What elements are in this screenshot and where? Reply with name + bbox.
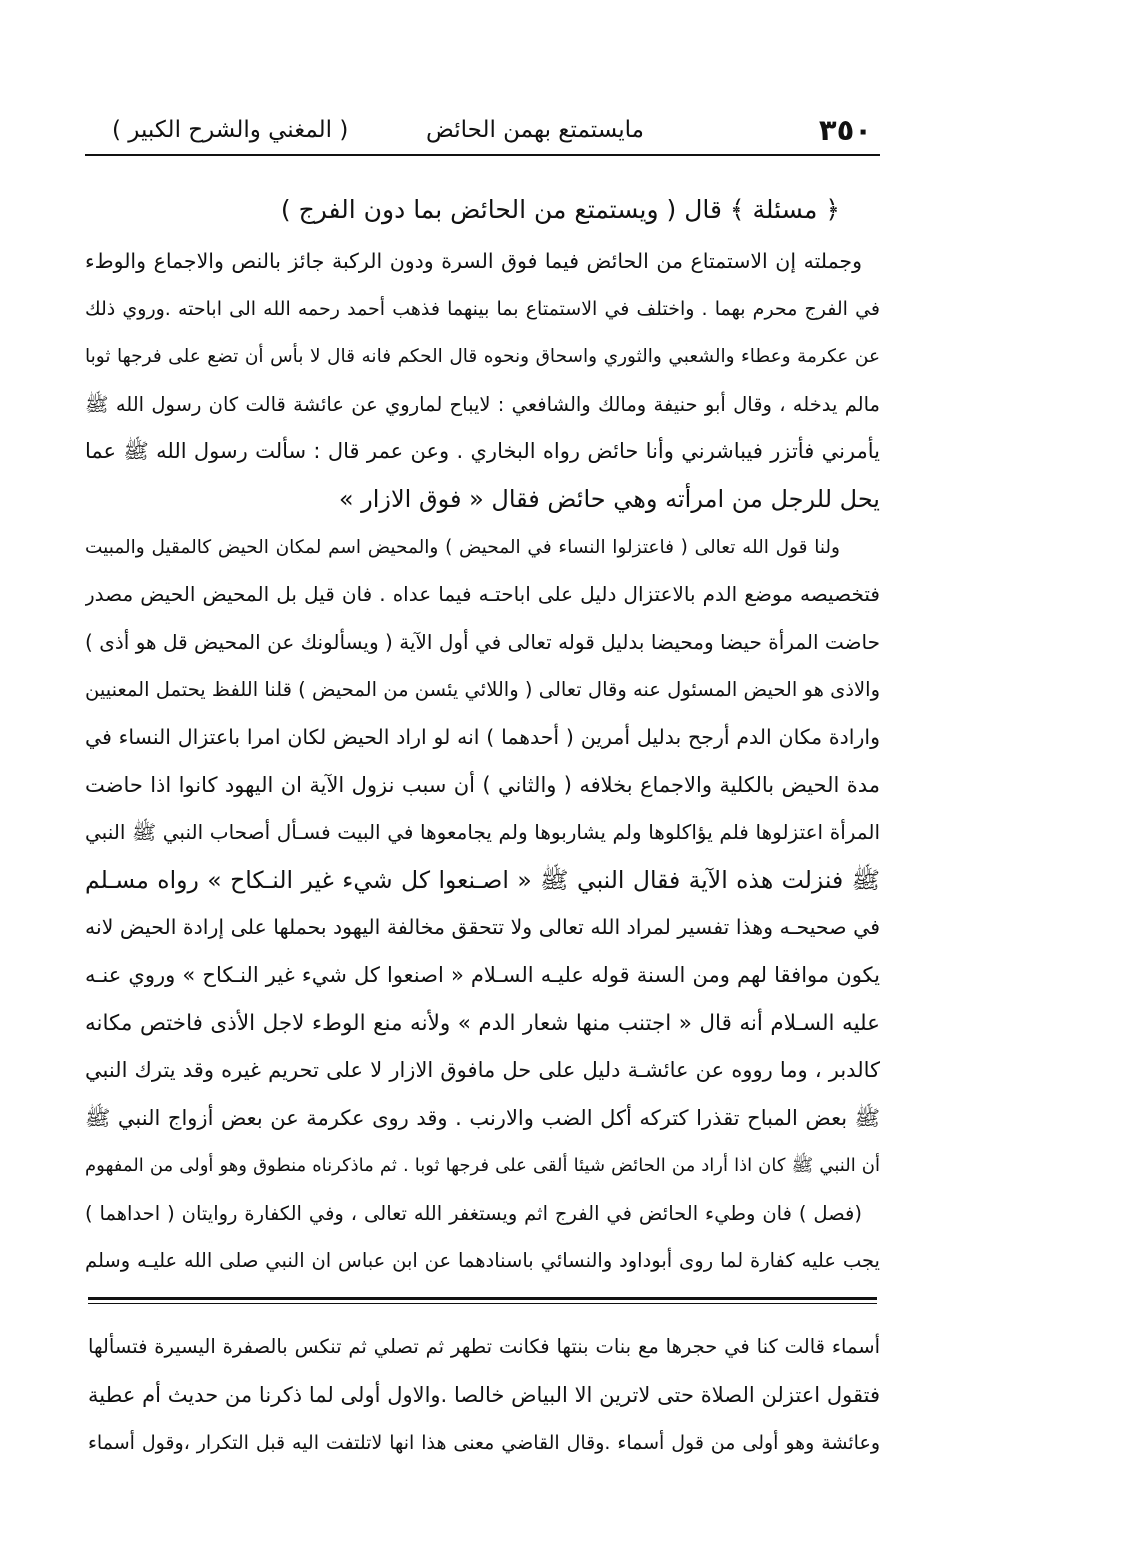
body-line: مدة الحيض بالكلية والاجماع بخلافه ( والثاني ) أن سبب نزول الآية ان اليهود كانوا اذا حاضت [85, 772, 880, 797]
body-line: مالم يدخله ، وقال أبو حنيفة ومالك والشافعي : لايباح لماروي عن عائشة قالت كان رسول الله ﷺ [85, 392, 880, 416]
body-line: وارادة مكان الدم أرجح بدليل أمرين ( أحدهما ) انه لو اراد الحيض لكان امرا باعتزال النساء في [85, 724, 880, 749]
body-line: حاضت المرأة حيضا ومحيضا بدليل قوله تعالى في أول الآية ( ويسألونك عن المحيض قل هو أذى ) [85, 629, 880, 654]
footnote-rule [88, 1297, 877, 1304]
body-line: المرأة اعتزلوها فلم يؤاكلوها ولم يشاربوها ولم يجامعوها في البيت فسـأل أصحاب النبي ﷺ النبي [85, 820, 880, 845]
body-line: (فصل ) فان وطيء الحائض في الفرج اثم ويستغفر الله تعالى ، وفي الكفارة روايتان ( احداهما ) [85, 1201, 862, 1225]
page-number: ٣٥٠ [818, 113, 872, 147]
body-line: ﷺ فنزلت هذه الآية فقال النبي ﷺ « اصـنعوا كل شيء غير النـكاح » رواه مسـلم [85, 865, 880, 894]
body-line: والاذى هو الحيض المسئول عنه وقال تعالى ( واللائي يئسن من المحيض ) قلنا اللفظ يحتمل المعنيين [85, 678, 880, 702]
footnote-line: فتقول اعتزلن الصلاة حتى لاترين الا البياض خالصا .والاول أولى لما ذكرنا من حديث أم عطية [88, 1383, 880, 1407]
body-line: يجب عليه كفارة لما روى أبوداود والنسائي باسنادهما عن ابن عباس ان النبي صلى الله عليـه وسلم [85, 1249, 880, 1273]
body-line: عن عكرمة وعطاء والشعبي والثوري واسحاق ونحوه قال الحكم فانه قال لا بأس أن تضع على فرجها ثوبا [85, 346, 880, 368]
body-line: أن النبي ﷺ كان اذا أراد من الحائض شيئا ألقى على فرجها ثوبا . ثم ماذكرناه منطوق وهو أولى من المفهوم [85, 1155, 880, 1177]
body-line: يكون موافقا لهم ومن السنة قوله عليـه السـلام « اصنعوا كل شيء غير النـكاح » وروي عنـه [85, 962, 880, 987]
body-line: عليه السـلام أنه قال « اجتنب منها شعار الدم » ولأنه منع الوطء لاجل الأذى فاختص مكانه [85, 1010, 880, 1036]
body-line: ﷺ بعض المباح تقذرا كتركه أكل الضب والارنب . وقد روى عكرمة عن بعض أزواج النبي ﷺ [85, 1105, 880, 1130]
body-line: فتخصيصه موضع الدم بالاعتزال دليل على اباحتـه فيما عداه . فان قيل بل المحيض الحيض مصدر [85, 582, 880, 607]
body-line: في صحيحـه وهذا تفسير لمراد الله تعالى ولا تتحقق مخالفة اليهود بحملها على إرادة الحيض لانه [85, 915, 880, 940]
main-text [85, 238, 880, 1285]
footnotes [88, 1323, 880, 1467]
body-line: كالدبر ، وما رووه عن عائشـة دليل على حل مافوق الازار لا على تحريم غيره وقد يترك النبي [85, 1058, 880, 1083]
body-line: يأمرني فأتزر فيباشرني وأنا حائض رواه البخاري . وعن عمر قال : سألت رسول الله ﷺ عما [85, 439, 880, 464]
body-line: في الفرج محرم بهما . واختلف في الاستمتاع بما بينهما فذهب أحمد رحمه الله الى اباحته .وروي ذلك [85, 297, 880, 320]
body-line: يحل للرجل من امرأته وهي حائض فقال « فوق الازار » [338, 484, 880, 513]
body-line: وجملته إن الاستمتاع من الحائض فيما فوق السرة ودون الركبة جائز بالنص والاجماع والوطء [85, 249, 862, 273]
section-heading: ﴿ مسئلة ﴾ قال ( ويستمتع من الحائض بما دون الفرج ) [280, 195, 840, 224]
running-title: مايستمتع بهمن الحائض [426, 117, 644, 143]
book-title: ( المغني والشرح الكبير ) [112, 117, 349, 143]
header-rule [85, 154, 880, 156]
body-line: ولنا قول الله تعالى ( فاعتزلوا النساء في المحيض ) والمحيض اسم لمكان الحيض كالمقيل والمبيت [85, 536, 840, 558]
footnote-line: أسماء قالت كنا في حجرها مع بنات بنتها فكانت تطهر ثم تصلي ثم تنكس بالصفرة اليسيرة فتسألها [88, 1335, 880, 1358]
footnote-line: وعائشة وهو أولى من قول أسماء .وقال القاضي معنى هذا انها لاتلتفت اليه قبل التكرار ،وقول أسماء [88, 1432, 880, 1454]
